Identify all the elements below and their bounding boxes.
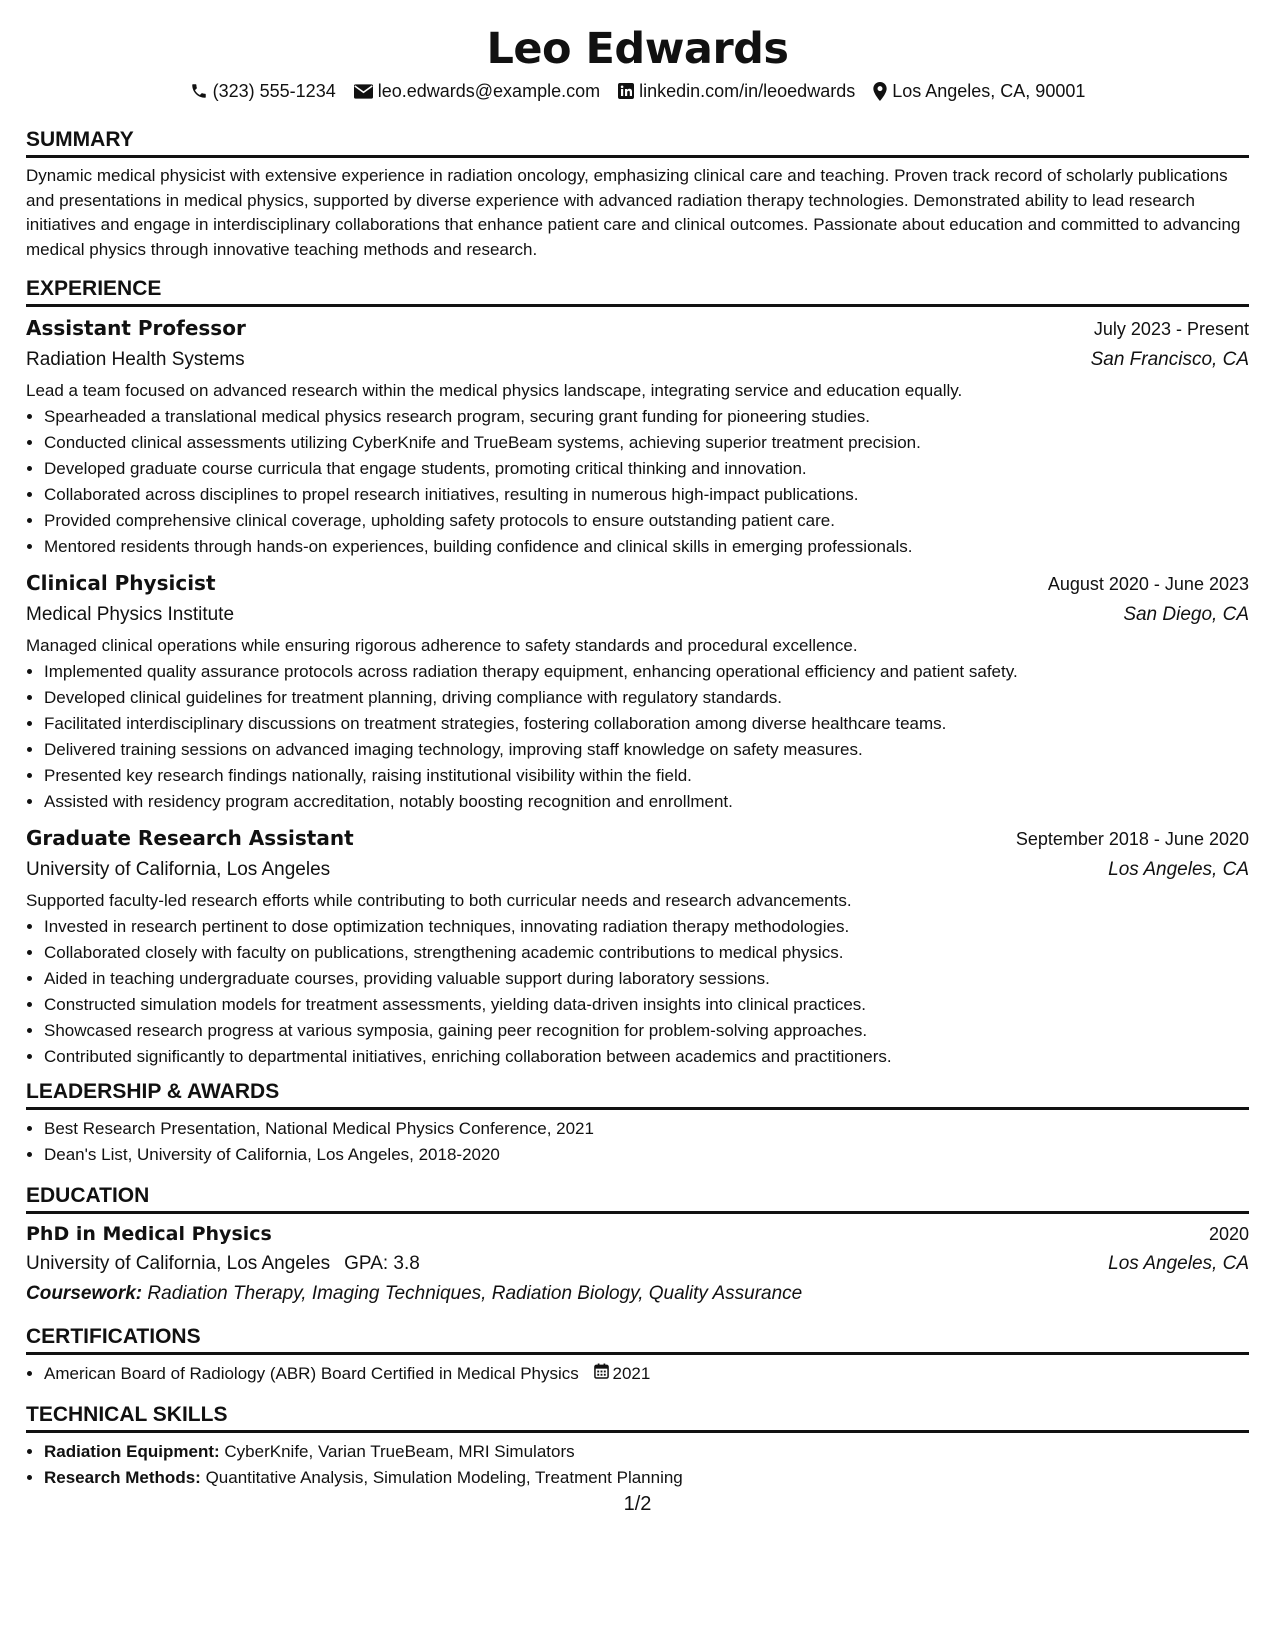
job-location: Los Angeles, CA: [1108, 859, 1249, 880]
list-item: • Contributed significantly to departmental initiatives, enriching collaboration between academics and practitioners.: [44, 1044, 1249, 1070]
education-school-line: [26, 1249, 420, 1279]
list-item: • Developed graduate course curricula that engage students, promoting critical thinking and innovation.: [44, 456, 1249, 482]
job-description: Supported faculty-led research efforts while contributing to both curricular needs and research advancements.: [26, 891, 852, 910]
linkedin-icon: [618, 83, 634, 99]
education-location: Los Angeles, CA: [1108, 1253, 1249, 1274]
certifications-heading: CERTIFICATIONS: [26, 1323, 1249, 1355]
education-gpa: GPA: 3.8: [344, 1253, 420, 1274]
certifications-section: [26, 1323, 1249, 1387]
list-item: • Showcased research progress at various symposia, gaining peer recognition for problem-solving approaches.: [44, 1018, 1249, 1044]
skills-section: [26, 1401, 1249, 1491]
skill-label: Research Methods:: [44, 1468, 201, 1487]
calendar-icon: [594, 1361, 609, 1387]
list-item: • Collaborated closely with faculty on publications, strengthening academic contributions to medical physics.: [44, 940, 1249, 966]
job-title: Assistant Professor: [26, 316, 246, 340]
candidate-name: Leo Edwards: [486, 24, 789, 74]
contact-location: [873, 81, 1085, 102]
map-pin-icon: [873, 82, 887, 101]
skill-value: Quantitative Analysis, Simulation Modeling, Treatment Planning: [205, 1468, 683, 1487]
linkedin-link[interactable]: linkedin.com/in/leoedwards: [639, 80, 856, 101]
experience-section: [26, 275, 1249, 1070]
phone-icon: [190, 82, 208, 100]
summary-heading: SUMMARY: [26, 126, 1249, 158]
list-item: • Provided comprehensive clinical coverage, upholding safety protocols to ensure outstanding patient care.: [44, 508, 1249, 534]
location-text: Los Angeles, CA, 90001: [892, 80, 1086, 101]
education-year: 2020: [1208, 1224, 1249, 1244]
list-item: [44, 1465, 1249, 1491]
list-item: • Presented key research findings nationally, raising institutional visibility within the field.: [44, 763, 1249, 789]
education-degree: PhD in Medical Physics: [26, 1223, 272, 1245]
phone-text[interactable]: (323) 555-1234: [212, 80, 336, 101]
job-description: Managed clinical operations while ensuring rigorous adherence to safety standards and procedural excellence.: [26, 636, 858, 655]
list-item: • Conducted clinical assessments utilizing CyberKnife and TrueBeam systems, achieving superior treatment precision.: [44, 430, 1249, 456]
job-company: Radiation Health Systems: [26, 349, 245, 370]
education-heading: EDUCATION: [26, 1182, 1249, 1214]
resume-page: [26, 22, 1249, 1491]
job-bullet-list: [26, 914, 1249, 1070]
experience-heading: EXPERIENCE: [26, 275, 1249, 307]
list-item: [44, 1439, 1249, 1465]
education-section: [26, 1182, 1249, 1309]
list-item: • Developed clinical guidelines for treatment planning, driving compliance with regulatory standards.: [44, 685, 1249, 711]
contact-email: [354, 81, 600, 102]
job-company: University of California, Los Angeles: [26, 859, 331, 880]
contact-bar: [26, 78, 1249, 104]
list-item: • Delivered training sessions on advanced imaging technology, improving staff knowledge on safety measures.: [44, 737, 1249, 763]
list-item: • Best Research Presentation, National Medical Physics Conference, 2021: [44, 1116, 1249, 1142]
job-location: San Diego, CA: [1123, 604, 1249, 625]
job-dates: September 2018 - June 2020: [1015, 829, 1249, 849]
coursework-text: Radiation Therapy, Imaging Techniques, Radiation Biology, Quality Assurance: [147, 1283, 803, 1304]
list-item: • Spearheaded a translational medical physics research program, securing grant funding for pioneering studies.: [44, 404, 1249, 430]
skill-label: Radiation Equipment:: [44, 1442, 220, 1461]
list-item: • Aided in teaching undergraduate courses, providing valuable support during laboratory sessions.: [44, 966, 1249, 992]
job-dates: August 2020 - June 2023: [1047, 574, 1249, 594]
skill-value: CyberKnife, Varian TrueBeam, MRI Simulators: [224, 1442, 575, 1461]
summary-section: [26, 126, 1249, 262]
email-link[interactable]: leo.edwards@example.com: [377, 80, 601, 101]
job-entry: [26, 313, 1249, 560]
education-school: University of California, Los Angeles: [26, 1253, 331, 1274]
contact-phone: [190, 81, 336, 102]
list-item: • Collaborated across disciplines to propel research initiatives, resulting in numerous high-impact publications.: [44, 482, 1249, 508]
list-item: • Implemented quality assurance protocols across radiation therapy equipment, enhancing operational efficiency and patient safety.: [44, 659, 1249, 685]
awards-list: [26, 1116, 1249, 1168]
page-number: 1/2: [623, 1493, 652, 1515]
skills-heading: TECHNICAL SKILLS: [26, 1401, 1249, 1433]
job-location: San Francisco, CA: [1090, 349, 1249, 370]
job-dates: July 2023 - Present: [1093, 319, 1249, 339]
list-item: • Dean's List, University of California, Los Angeles, 2018-2020: [44, 1142, 1249, 1168]
awards-heading: LEADERSHIP & AWARDS: [26, 1078, 1249, 1110]
list-item: • Facilitated interdisciplinary discussions on treatment strategies, fostering collaboration among diverse healthcare teams.: [44, 711, 1249, 737]
certification-year: 2021: [612, 1364, 651, 1383]
skills-list: [26, 1439, 1249, 1491]
certification-name: American Board of Radiology (ABR) Board Certified in Medical Physics: [44, 1364, 579, 1383]
education-coursework: [26, 1279, 1249, 1309]
job-description: Lead a team focused on advanced research within the medical physics landscape, integrating service and education equally.: [26, 381, 963, 400]
certification-date: [594, 1361, 651, 1387]
job-bullet-list: [26, 659, 1249, 815]
certifications-list: [26, 1361, 1249, 1387]
summary-text: Dynamic medical physicist with extensive experience in radiation oncology, emphasizing clinical care and teaching. Proven track record of scholarly publications and presentations in medical physics, supported by diverse experience with advanced radiation therapy technologies. Demonstrated ability to lead research initiatives and engage in interdisciplinary collaborations that enhance patient care and clinical outcomes. Passionate about education and committed to advancing medical physics through innovative teaching methods and research.: [26, 166, 1241, 259]
list-item: [44, 1361, 1249, 1387]
coursework-label: Coursework:: [26, 1283, 143, 1304]
job-title: Graduate Research Assistant: [26, 826, 354, 850]
envelope-icon: [354, 84, 373, 99]
job-title: Clinical Physicist: [26, 571, 216, 595]
contact-linkedin: [618, 81, 855, 102]
job-bullet-list: [26, 404, 1249, 560]
list-item: • Mentored residents through hands-on experiences, building confidence and clinical skills in emerging professionals.: [44, 534, 1249, 560]
list-item: • Assisted with residency program accreditation, notably boosting recognition and enrollment.: [44, 789, 1249, 815]
awards-section: [26, 1078, 1249, 1168]
list-item: • Constructed simulation models for treatment assessments, yielding data-driven insights into clinical practices.: [44, 992, 1249, 1018]
list-item: • Invested in research pertinent to dose optimization techniques, innovating radiation therapy methodologies.: [44, 914, 1249, 940]
job-company: Medical Physics Institute: [26, 604, 235, 625]
job-entry: [26, 568, 1249, 815]
job-entry: [26, 823, 1249, 1070]
